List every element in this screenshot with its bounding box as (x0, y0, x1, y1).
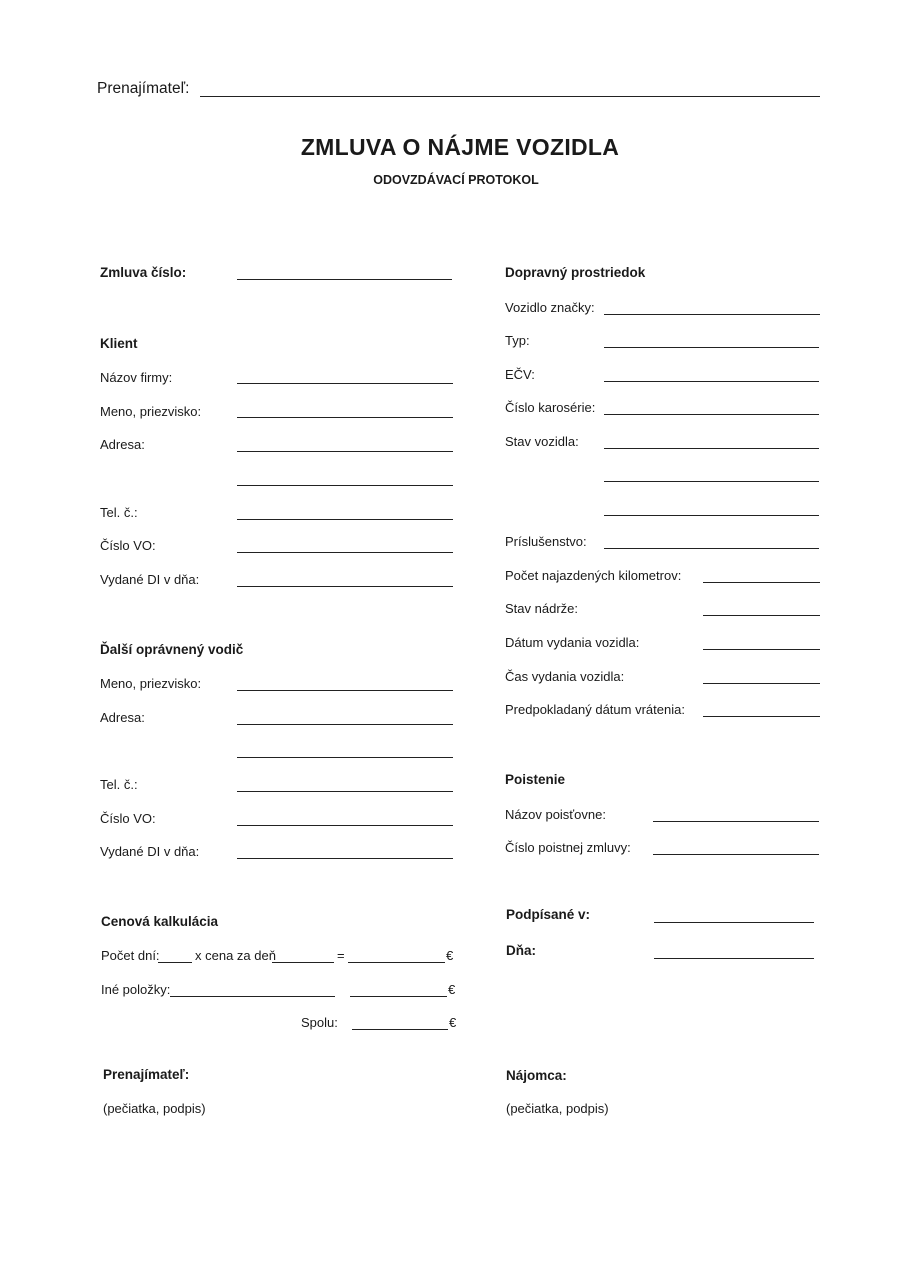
price-other-items-field[interactable] (170, 996, 335, 997)
client-issued-field[interactable] (237, 586, 453, 587)
vehicle-state-label: Stav vozidla: (505, 434, 579, 449)
insurance-company-label: Názov poisťovne: (505, 807, 606, 822)
signed-place-field[interactable] (654, 922, 814, 923)
vehicle-state-field-3[interactable] (604, 515, 819, 516)
driver-phone-label: Tel. č.: (100, 777, 138, 792)
landlord-signature-label: Prenajímateľ: (103, 1067, 190, 1082)
driver-heading: Ďalší oprávnený vodič (100, 642, 244, 657)
price-times-label: x cena za deň (195, 948, 276, 963)
driver-license-field[interactable] (237, 825, 453, 826)
signed-date-label: Dňa: (506, 943, 536, 958)
vehicle-tank-label: Stav nádrže: (505, 601, 578, 616)
vehicle-heading: Dopravný prostriedok (505, 265, 646, 280)
client-phone-field[interactable] (237, 519, 453, 520)
vehicle-return-date-field[interactable] (703, 716, 820, 717)
signed-date-field[interactable] (654, 958, 814, 959)
price-other-total-field[interactable] (350, 996, 447, 997)
client-company-field[interactable] (237, 383, 453, 384)
price-currency-2: € (448, 982, 456, 997)
driver-address-field[interactable] (237, 724, 453, 725)
vehicle-km-field[interactable] (703, 582, 820, 583)
landlord-stamp-label: (pečiatka, podpis) (103, 1101, 206, 1116)
client-license-label: Číslo VO: (100, 538, 156, 553)
driver-license-label: Číslo VO: (100, 811, 156, 826)
vehicle-plate-field[interactable] (604, 381, 819, 382)
document-subtitle: ODOVZDÁVACÍ PROTOKOL (373, 173, 539, 187)
landlord-header-field[interactable] (200, 96, 820, 97)
driver-issued-field[interactable] (237, 858, 453, 859)
vehicle-chassis-field[interactable] (604, 414, 819, 415)
price-days-field[interactable] (158, 962, 192, 963)
price-days-label: Počet dní: (101, 948, 160, 963)
client-heading: Klient (100, 336, 138, 351)
vehicle-type-label: Typ: (505, 333, 530, 348)
vehicle-km-label: Počet najazdených kilometrov: (505, 568, 682, 583)
vehicle-tank-field[interactable] (703, 615, 820, 616)
driver-name-label: Meno, priezvisko: (100, 676, 202, 691)
client-phone-label: Tel. č.: (100, 505, 138, 520)
driver-name-field[interactable] (237, 690, 453, 691)
vehicle-state-field[interactable] (604, 448, 819, 449)
driver-issued-label: Vydané DI v dňa: (100, 844, 200, 859)
driver-address-label: Adresa: (100, 710, 145, 725)
vehicle-return-date-label: Predpokladaný dátum vrátenia: (505, 702, 685, 717)
tenant-stamp-label: (pečiatka, podpis) (506, 1101, 609, 1116)
vehicle-issue-time-field[interactable] (703, 683, 820, 684)
tenant-signature-label: Nájomca: (506, 1068, 567, 1083)
price-currency-1: € (446, 948, 454, 963)
client-address-field-2[interactable] (237, 485, 453, 486)
vehicle-accessories-label: Príslušenstvo: (505, 534, 587, 549)
document-title: ZMLUVA O NÁJME VOZIDLA (300, 134, 620, 160)
driver-address-field-2[interactable] (237, 757, 453, 758)
contract-number-field[interactable] (237, 279, 452, 280)
price-heading: Cenová kalkulácia (101, 914, 219, 929)
vehicle-issue-date-label: Dátum vydania vozidla: (505, 635, 640, 650)
price-equals-sign: = (337, 948, 345, 963)
client-company-label: Názov firmy: (100, 370, 173, 385)
vehicle-issue-date-field[interactable] (703, 649, 820, 650)
vehicle-issue-time-label: Čas vydania vozidla: (505, 669, 625, 684)
client-name-field[interactable] (237, 417, 453, 418)
insurance-policy-label: Číslo poistnej zmluvy: (505, 840, 631, 855)
price-currency-3: € (449, 1015, 457, 1030)
vehicle-chassis-label: Číslo karosérie: (505, 400, 596, 415)
client-address-field[interactable] (237, 451, 453, 452)
vehicle-state-field-2[interactable] (604, 481, 819, 482)
price-days-total-field[interactable] (348, 962, 445, 963)
client-name-label: Meno, priezvisko: (100, 404, 202, 419)
price-per-day-field[interactable] (272, 962, 334, 963)
insurance-policy-field[interactable] (653, 854, 819, 855)
signed-place-label: Podpísané v: (506, 907, 591, 922)
price-other-label: Iné položky: (101, 982, 171, 997)
client-address-label: Adresa: (100, 437, 145, 452)
vehicle-type-field[interactable] (604, 347, 819, 348)
driver-phone-field[interactable] (237, 791, 453, 792)
price-total-field[interactable] (352, 1029, 448, 1030)
client-issued-label: Vydané DI v dňa: (100, 572, 200, 587)
vehicle-accessories-field[interactable] (604, 548, 819, 549)
client-license-field[interactable] (237, 552, 453, 553)
vehicle-plate-label: EČV: (505, 367, 535, 382)
vehicle-brand-label: Vozidlo značky: (505, 300, 595, 315)
price-total-label: Spolu: (301, 1015, 338, 1030)
insurance-company-field[interactable] (653, 821, 819, 822)
insurance-heading: Poistenie (505, 772, 566, 787)
contract-number-label: Zmluva číslo: (100, 265, 187, 280)
vehicle-brand-field[interactable] (604, 314, 820, 315)
landlord-header-label: Prenajímateľ: (97, 80, 190, 97)
